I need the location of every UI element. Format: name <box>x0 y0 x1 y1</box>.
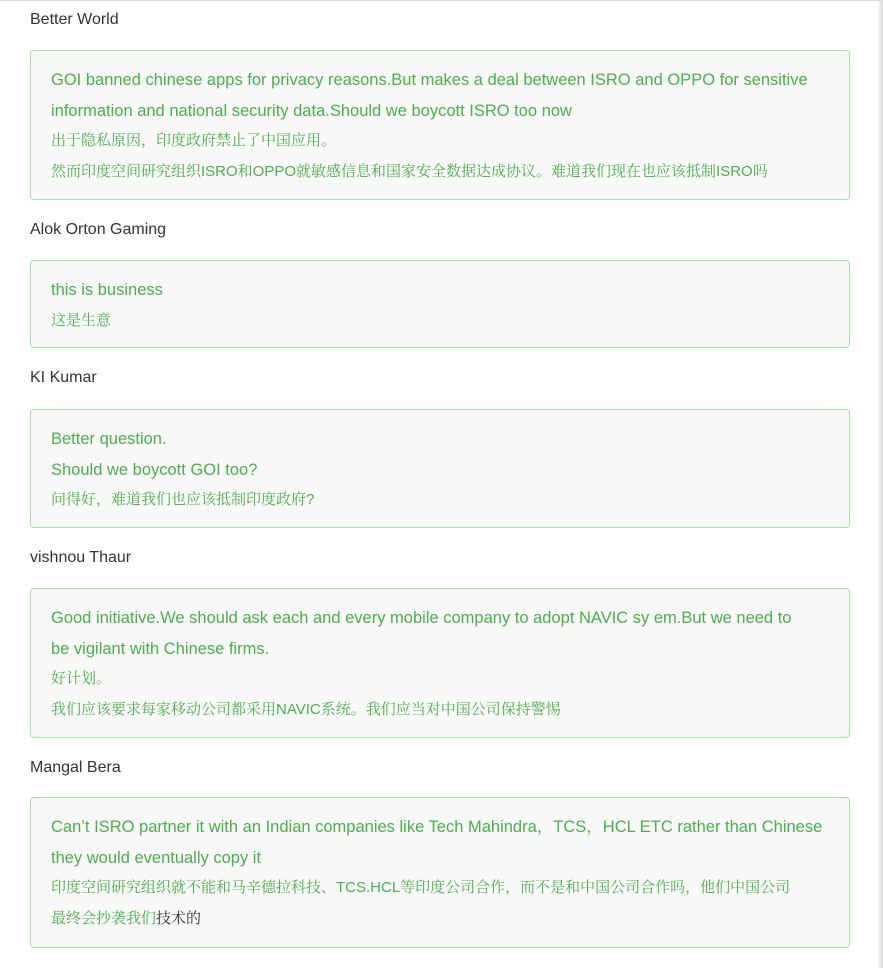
comment-3 <box>30 368 850 508</box>
comment-body <box>30 797 850 948</box>
scrollbar-edge <box>877 1 883 968</box>
comment-1 <box>30 10 850 180</box>
comment-body <box>30 50 850 200</box>
comment-translation-line: 这是生意 <box>51 311 112 329</box>
comment-text-line: Better question. <box>51 430 167 448</box>
comment-text-line: Should we boycott GOI too? <box>51 460 258 479</box>
comment-4 <box>30 548 850 718</box>
comment-translation-text-dark: 技术的 <box>156 909 202 927</box>
comment-body <box>30 260 850 348</box>
comment-body <box>30 409 850 528</box>
comment-translation-line: 问得好，难道我们也应该抵制印度政府? <box>51 491 315 508</box>
comment-2 <box>30 220 850 329</box>
comment-translation-line: 好计划。 <box>51 670 112 687</box>
comment-author[interactable]: Mangal Bera <box>30 759 121 776</box>
comment-translation-line: 我们应该要求每家移动公司都采用NAVIC系统。我们应当对中国公司保持警惕 <box>51 700 561 718</box>
comment-translation-text: 最终会抄袭我们 <box>51 909 157 927</box>
comment-5 <box>30 758 850 927</box>
comment-author[interactable]: Better World <box>30 11 119 28</box>
comment-text-line: GOI banned chinese apps for privacy reasons.But makes a deal between ISRO and OPPO for sensitive <box>51 71 808 89</box>
comment-body <box>30 588 850 738</box>
comment-author[interactable]: Alok Orton Gaming <box>30 221 167 238</box>
comment-translation-line: 然而印度空间研究组织ISRO和OPPO就敏感信息和国家安全数据达成协议。难道我们现在也应该抵制ISRO吗 <box>51 162 768 180</box>
comment-text-line: this is business <box>51 281 163 299</box>
comment-text-line: they would eventually copy it <box>51 848 262 867</box>
comment-translation-line <box>51 904 849 935</box>
comment-text-line: Good initiative.We should ask each and every mobile company to adopt NAVIC sy em.But we need to <box>51 609 792 627</box>
comment-author[interactable]: vishnou Thaur <box>30 549 132 566</box>
comment-author[interactable]: KI Kumar <box>30 369 97 386</box>
comment-text-line: be vigilant with Chinese firms. <box>51 639 270 658</box>
comment-text-line: information and national security data.Should we boycott ISRO too now <box>51 101 572 120</box>
comment-text-line: Can’t ISRO partner it with an Indian companies like Tech Mahindra，TCS，HCL ETC rather than Chinese <box>51 818 823 836</box>
comment-translation-line: 印度空间研究组织就不能和马辛德拉科技、TCS.HCL等印度公司合作，而不是和中国公司合作吗，他们中国公司 <box>51 879 791 896</box>
comment-translation-line: 出于隐私原因，印度政府禁止了中国应用。 <box>51 132 337 149</box>
